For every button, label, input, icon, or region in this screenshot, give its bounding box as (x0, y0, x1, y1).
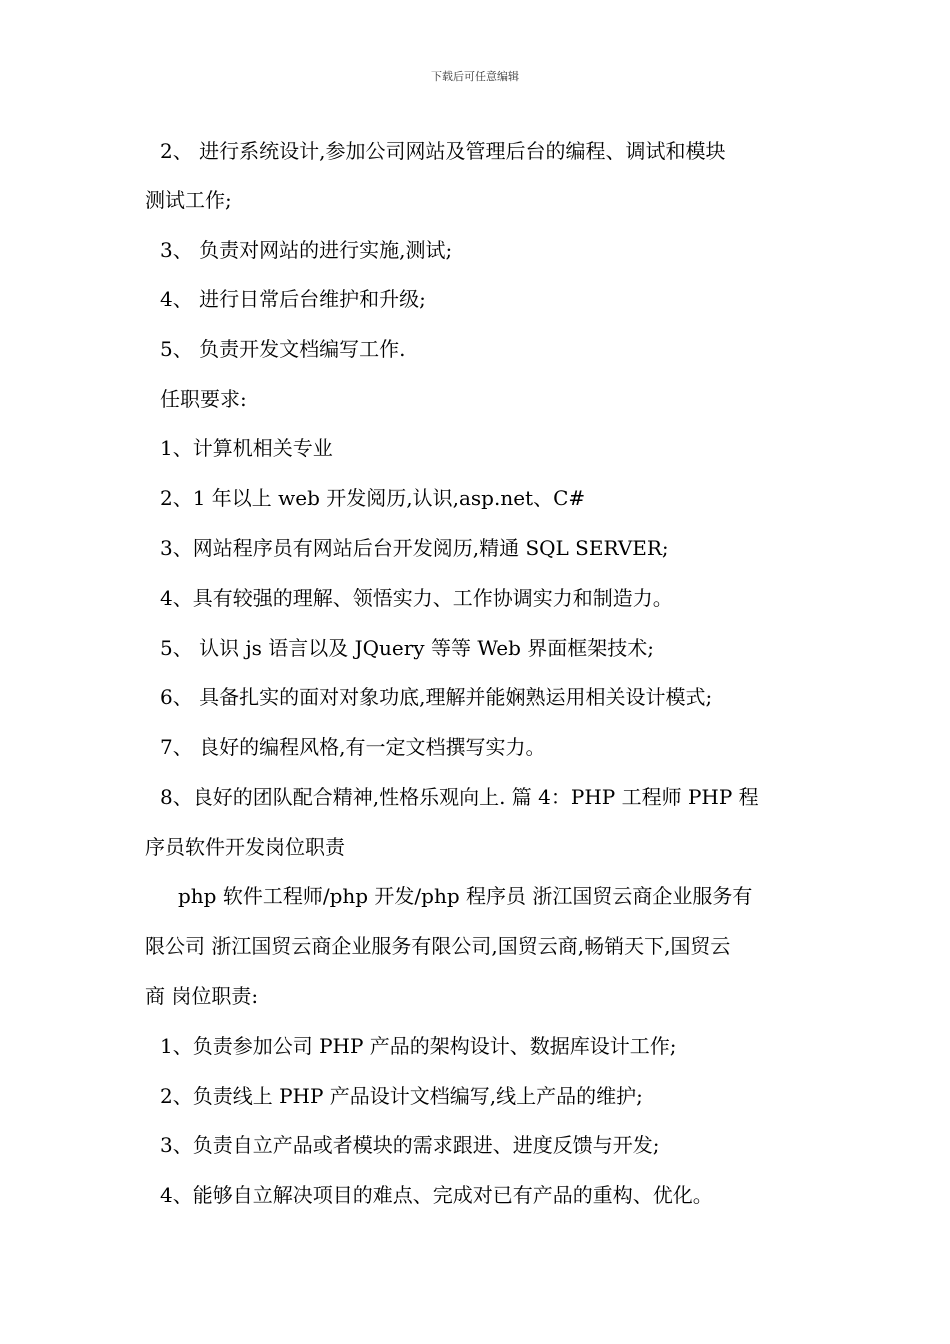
text-line-req-6: 6、 具备扎实的面对对象功底,理解并能娴熟运用相关设计模式; (160, 685, 713, 709)
text-line-duty-4: 4、 进行日常后台维护和升级; (160, 287, 426, 311)
text-line-req-7: 7、 良好的编程风格,有一定文档撰写实力。 (160, 735, 546, 759)
text-line-req-5: 5、 认识 js 语言以及 JQuery 等等 Web 界面框架技术; (160, 636, 654, 660)
text-line-job-intro-cont-1: 限公司 浙江国贸云商企业服务有限公司,国贸云商,畅销天下,国贸云 (145, 934, 731, 958)
text-line-php-duty-4: 4、能够自立解决项目的难点、完成对已有产品的重构、优化。 (160, 1183, 713, 1207)
text-line-job-intro: php 软件工程师/php 开发/php 程序员 浙江国贸云商企业服务有 (178, 884, 753, 908)
page-header: 下载后可任意编辑 (431, 70, 519, 83)
text-line-job-intro-cont-2: 商 岗位职责: (145, 984, 259, 1008)
section-heading-requirements: 任职要求: (160, 387, 247, 411)
text-line-duty-2-cont: 测试工作; (145, 188, 232, 212)
text-line-req-8: 8、良好的团队配合精神,性格乐观向上. 篇 4：PHP 工程师 PHP 程 (160, 785, 759, 809)
text-line-duty-3: 3、 负责对网站的进行实施,测试; (160, 238, 453, 262)
text-line-duty-5: 5、 负责开发文档编写工作. (160, 337, 406, 361)
text-line-req-8-cont: 序员软件开发岗位职责 (145, 835, 345, 859)
text-line-req-3: 3、网站程序员有网站后台开发阅历,精通 SQL SERVER; (160, 536, 669, 560)
text-line-php-duty-2: 2、负责线上 PHP 产品设计文档编写,线上产品的维护; (160, 1084, 643, 1108)
text-line-php-duty-3: 3、负责自立产品或者模块的需求跟进、进度反馈与开发; (160, 1133, 660, 1157)
text-line-req-4: 4、具有较强的理解、领悟实力、工作协调实力和制造力。 (160, 586, 673, 610)
text-line-req-1: 1、计算机相关专业 (160, 436, 333, 460)
text-line-php-duty-1: 1、负责参加公司 PHP 产品的架构设计、数据库设计工作; (160, 1034, 677, 1058)
text-line-req-2: 2、1 年以上 web 开发阅历,认识,asp.net、C# (160, 486, 586, 510)
text-line-duty-2: 2、 进行系统设计,参加公司网站及管理后台的编程、调试和模块 (160, 139, 726, 163)
